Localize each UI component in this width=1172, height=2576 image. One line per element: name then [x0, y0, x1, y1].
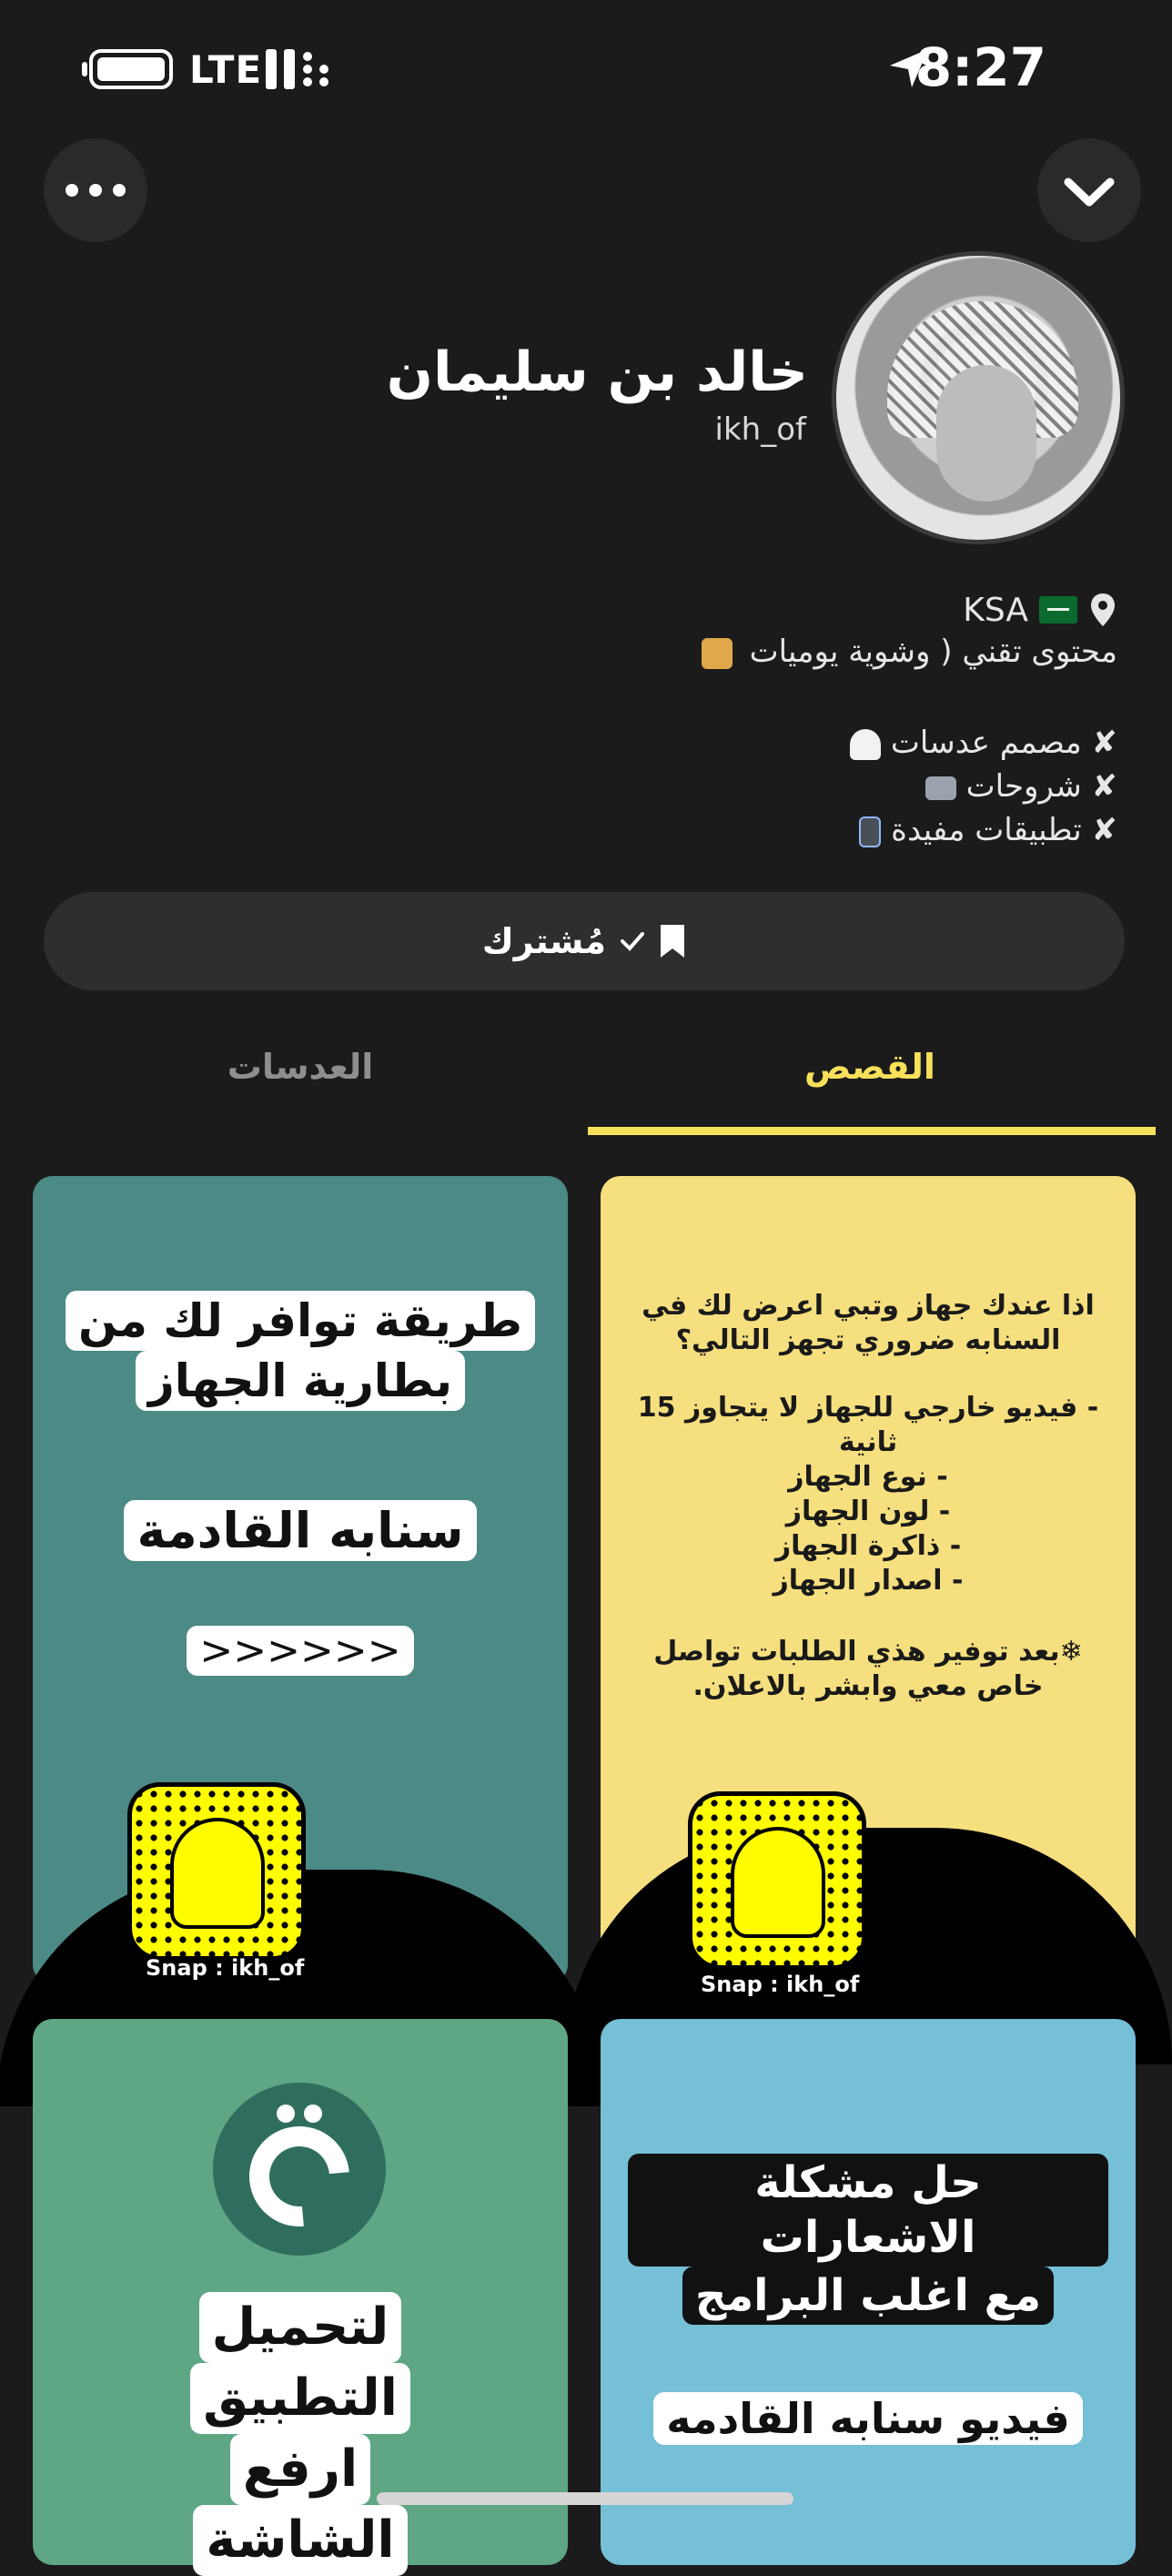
card1-outro-line1: ❄بعد توفير هذي الطلبات تواصل	[653, 1636, 1083, 1668]
subscribed-label: مُشترك	[481, 921, 607, 961]
laptop-emoji-icon	[925, 776, 956, 800]
checkmark-icon	[619, 928, 646, 955]
more-options-button[interactable]	[44, 138, 147, 242]
card1-req-4: - ذاكرة الجهاز	[774, 1530, 962, 1562]
bio-item-3-text: ✘ تطبيقات مفيدة	[891, 812, 1117, 848]
notebook-emoji-icon	[702, 638, 732, 669]
card2-subtitle: سنابه القادمة	[124, 1500, 476, 1561]
story-card-device-ad[interactable]	[601, 1176, 1136, 1997]
card3-title-line1: حل مشكلة الاشعارات	[628, 2154, 1108, 2267]
battery-icon	[89, 49, 173, 89]
app-logo-dot	[277, 2104, 295, 2123]
card4-text	[60, 2292, 541, 2576]
snapcode-icon	[688, 1791, 866, 1970]
card4-line4: الشاشة	[193, 2505, 407, 2576]
chevron-down-icon	[1037, 138, 1141, 242]
tab-lenses[interactable]: العدسات	[227, 1047, 374, 1087]
card3-subtitle: فيديو سنابه القادمه	[653, 2392, 1082, 2445]
profile-username: ikh_of	[714, 411, 806, 448]
card1-req-2: - نوع الجهاز	[788, 1461, 948, 1493]
card2-subtitle-wrap	[60, 1500, 541, 1561]
bio-item-2	[925, 768, 1117, 805]
battery-tip	[82, 62, 87, 76]
card2-title-line2: بطارية الجهاز	[136, 1351, 465, 1411]
app-logo-dot	[304, 2104, 322, 2123]
snap-ghost-icon	[170, 1818, 265, 1929]
card4-line1: لتحميل	[199, 2292, 402, 2363]
app-logo-icon	[213, 2083, 386, 2256]
bio-line-1-text: محتوى تقني ( وشوية يوميات	[749, 634, 1117, 670]
bio-item-2-text: ✘ شروحات	[965, 768, 1117, 805]
card2-arrows: >>>>>>	[187, 1626, 413, 1676]
card1-req-1b: ثانية	[838, 1426, 898, 1458]
status-time: 8:27	[914, 36, 1046, 98]
avatar-face	[936, 365, 1036, 502]
more-dot-icon	[66, 184, 78, 197]
mobile-arrow-emoji-icon	[859, 816, 881, 847]
card2-arrows-wrap	[60, 1626, 541, 1676]
ghost-emoji-icon	[850, 729, 881, 760]
story-card-app-download[interactable]	[33, 2019, 568, 2570]
card4-line2: التطبيق	[190, 2363, 410, 2434]
app-logo-ring	[229, 2106, 370, 2247]
snap-ghost-icon	[731, 1827, 825, 1938]
more-dot-icon	[113, 184, 126, 197]
card2-snap-label: Snap : ikh_of	[146, 1955, 305, 1981]
more-dot-icon	[89, 184, 102, 197]
card1-req-3: - لون الجهاز	[785, 1496, 951, 1527]
location-pin-icon	[1088, 592, 1117, 628]
bookmark-icon	[659, 923, 686, 959]
card1-intro	[628, 1289, 1108, 1358]
status-bar	[0, 0, 1168, 137]
card1-outro-line2: خاص معي وابشر بالاعلان.	[692, 1670, 1044, 1702]
story-card-battery[interactable]	[33, 1176, 568, 1984]
tab-stories[interactable]: القصص	[804, 1047, 935, 1087]
avatar[interactable]	[832, 251, 1125, 544]
card1-intro-line1: اذا عندك جهاز وتبي اعرض لك في	[642, 1290, 1095, 1322]
card4-line3: ارفع	[230, 2434, 370, 2505]
location-row	[963, 590, 1117, 630]
network-type: LTE	[189, 47, 263, 92]
subscribed-button[interactable]	[44, 892, 1125, 990]
bio-item-3	[859, 812, 1117, 848]
collapse-button[interactable]	[1037, 138, 1141, 242]
card1-snap-label: Snap : ikh_of	[701, 1972, 860, 1997]
card3-title	[628, 2154, 1108, 2325]
card2-title-line1: طريقة توافر لك من	[66, 1291, 535, 1351]
snapcode-icon	[127, 1782, 306, 1961]
bio-line-1	[702, 634, 1117, 670]
story-card-notifications[interactable]	[601, 2019, 1136, 2565]
card1-outro	[628, 1635, 1108, 1704]
bio-item-1-text: ✘ مصمم عدسات	[890, 725, 1117, 761]
card1-intro-line2: السنابه ضروري تجهز التالي؟	[675, 1324, 1061, 1356]
active-tab-indicator	[588, 1127, 1156, 1135]
signal-icon	[266, 49, 331, 89]
location-text: KSA	[963, 591, 1028, 629]
profile-name: خالد بن سليمان	[386, 340, 808, 404]
bio-item-1	[850, 725, 1117, 761]
card1-requirements	[628, 1391, 1108, 1598]
card3-title-line2: مع اغلب البرامج	[682, 2267, 1054, 2325]
home-indicator[interactable]	[377, 2492, 793, 2505]
card3-subtitle-wrap	[628, 2392, 1108, 2445]
card1-req-1: - فيديو خارجي للجهاز لا يتجاوز 15	[637, 1392, 1099, 1424]
saudi-flag-icon	[1039, 596, 1077, 624]
card1-req-5: - اصدار الجهاز	[773, 1565, 964, 1597]
card2-title	[60, 1291, 541, 1411]
